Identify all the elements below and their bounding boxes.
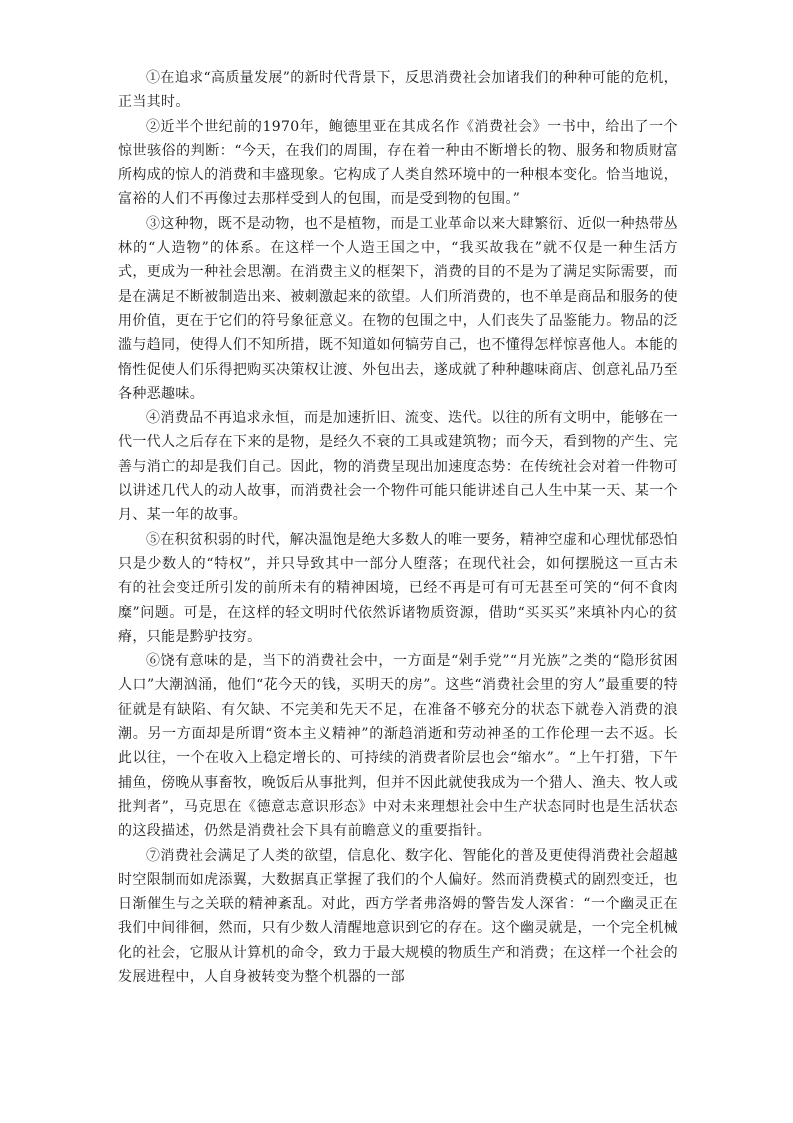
paragraph-6: ⑥饶有意味的是，当下的消费社会中，一方面是“剁手党”“月光族”之类的“隐形贫困人口”大潮汹涌，他们“花今天的钱，买明天的房”。这些“消费社会里的穷人”最重要的特征就是有缺陷、有欠缺、不完美和先天不足，在准备不够充分的状态下就卷入消费的浪潮。另一方面却是所谓“资本主义精神”的渐趋消逝和劳动神圣的工作伦理一去不返。长此以往，一个在收入上稳定增长的、可持续的消费者阶层也会“缩水”。“上午打猎，下午捕鱼，傍晚从事畜牧，晚饭后从事批判，但并不因此就使我成为一个猎人、渔夫、牧人或批判者”，马克思在《德意志意识形态》中对未来理想社会中生产状态同时也是生活状态的这段描述，仍然是消费社会下具有前瞻意义的重要指针。 — [118, 653, 678, 840]
paragraph-3: ③这种物，既不是动物，也不是植物，而是工业革命以来大肆繁衍、近似一种热带丛林的“人造物”的体系。在这样一个人造王国之中，“我买故我在”就不仅是一种生活方式，更成为一种社会思潮。在消费主义的框架下，消费的目的不是为了满足实际需要，而是在满足不断被制造出来、被刺激起来的欲望。人们所消费的，也不单是商品和服务的使用价值，更在于它们的符号象征意义。在物的包围之中，人们丧失了品鉴能力。物品的泛滥与趋同，使得人们不知所措，既不知道如何犒劳自己，也不懂得怎样惊喜他人。本能的惰性促使人们乐得把购买决策权让渡、外包出去，遂成就了种种趣味商店、创意礼品乃至各种恶趣味。 — [118, 215, 678, 402]
paragraph-2: ②近半个世纪前的1970年，鲍德里亚在其成名作《消费社会》一书中，给出了一个惊世骇俗的判断：“今天，在我们的周围，存在着一种由不断增长的物、服务和物质财富所构成的惊人的消费和丰盛现象。它构成了人类自然环境中的一种根本变化。恰当地说，富裕的人们不再像过去那样受到人的包围，而是受到物的包围。” — [118, 118, 678, 208]
paragraph-7: ⑦消费社会满足了人类的欲望，信息化、数字化、智能化的普及更使得消费社会超越时空限制而如虎添翼，大数据真正掌握了我们的个人偏好。然而消费模式的剧烈变迁，也日渐催生与之关联的精神紊乱。对此，西方学者弗洛姆的警告发人深省：“一个幽灵正在我们中间徘徊，然而，只有少数人清醒地意识到它的存在。这个幽灵就是，一个完全机械化的社会，它服从计算机的命令，致力于最大规模的物质生产和消费；在这样一个社会的发展进程中，人自身被转变为整个机器的一部 — [118, 847, 678, 985]
paragraph-5: ⑤在积贫积弱的时代，解决温饱是绝大多数人的唯一要务，精神空虚和心理忧郁恐怕只是少数人的“特权”，并只导致其中一部分人堕落；在现代社会，如何摆脱这一亘古未有的社会变迁所引发的前所未有的精神困境，已经不再是可有可无甚至可笑的“何不食肉糜”问题。可是，在这样的轻文明时代依然诉诸物质资源，借助“买买买”来填补内心的贫瘠，只能是黔驴技穷。 — [118, 531, 678, 645]
paragraph-1: ①在追求“高质量发展”的新时代背景下，反思消费社会加诸我们的种种可能的危机，正当其时。 — [118, 70, 678, 111]
paragraph-4: ④消费品不再追求永恒，而是加速折旧、流变、迭代。以往的所有文明中，能够在一代一代人之后存在下来的是物，是经久不衰的工具或建筑物；而今天，看到物的产生、完善与消亡的却是我们自己。因此，物的消费呈现出加速度态势：在传统社会对着一件物可以讲述几代人的动人故事，而消费社会一个物件可能只能讲述自己人生中某一天、某一个月、某一年的故事。 — [118, 410, 678, 524]
